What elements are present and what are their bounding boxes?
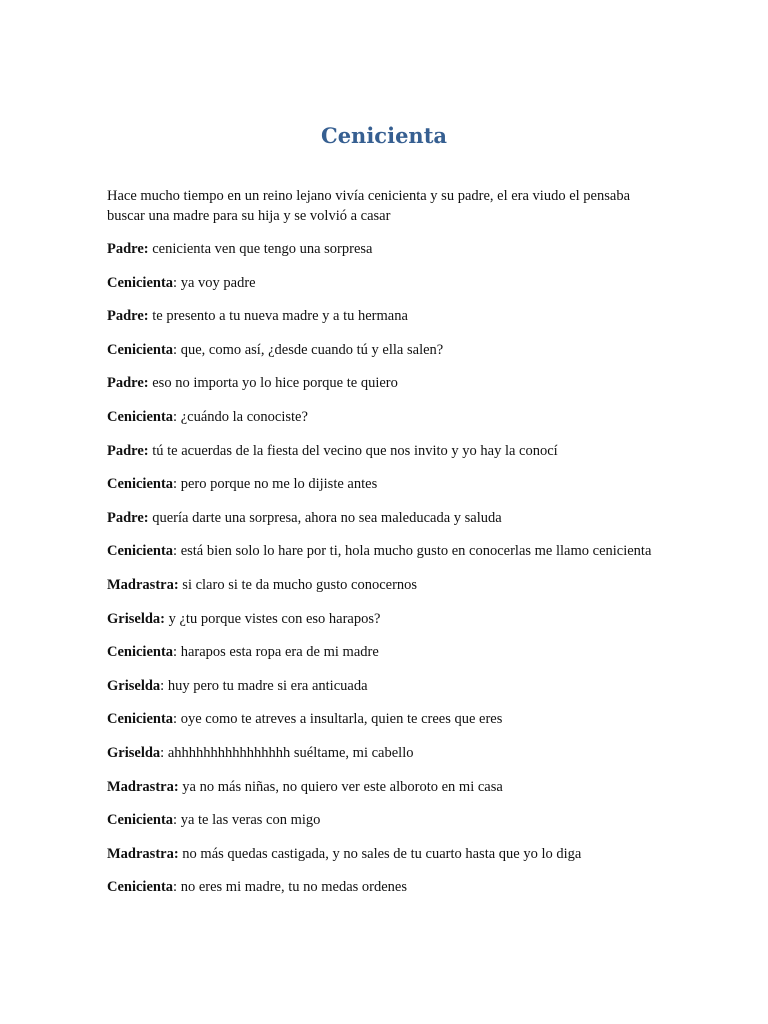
dialogue-line [107,474,667,494]
dialogue-line [107,609,667,629]
dialogue-line [107,273,667,293]
speaker-name: Griselda [107,677,161,694]
dialogue-line [107,575,667,595]
speaker-name: Cenicienta [107,408,174,425]
dialogue-text: cenicienta ven que tengo una sorpresa [148,241,373,257]
dialogue-text: : harapos esta ropa era de mi madre [173,644,379,661]
dialogue-line [107,407,667,427]
document-body [107,186,667,911]
dialogue-text: eso no importa yo lo hice porque te quiero [148,375,398,392]
speaker-name: Cenicienta [107,476,174,493]
dialogue-line [107,810,667,830]
speaker-name: Padre: [107,308,149,325]
intro-paragraph: Hace mucho tiempo en un reino lejano vivía cenicienta y su padre, el era viudo el pensaba buscar una madre para su hija y se volvió a casar [107,188,631,224]
speaker-name: Cenicienta [107,274,174,291]
dialogue-line [107,743,667,763]
dialogue-text: : está bien solo lo hare por ti, hola mucho gusto en conocerlas me llamo cenicienta [173,543,652,560]
document-title: Cenicienta [320,123,448,148]
speaker-name: Madrastra: [107,576,179,593]
dialogue-text: te presento a tu nueva madre y a tu hermana [148,308,408,325]
speaker-name: Padre: [107,509,149,526]
dialogue-line [107,239,667,259]
dialogue-text: : oye como te atreves a insultarla, quien te crees que eres [173,711,503,728]
dialogue-list [107,239,667,897]
speaker-name: Madrastra: [107,845,179,862]
speaker-name: Griselda: [107,610,165,627]
speaker-name: Cenicienta [107,341,174,358]
speaker-name: Padre: [107,241,149,257]
dialogue-text: : huy pero tu madre si era anticuada [160,677,368,694]
speaker-name: Cenicienta [107,711,174,728]
speaker-name: Cenicienta [107,543,174,560]
speaker-name: Padre: [107,442,149,459]
dialogue-text: : ¿cuándo la conociste? [173,408,308,425]
speaker-name: Padre: [107,375,149,392]
dialogue-text: : que, como así, ¿desde cuando tú y ella salen? [173,341,444,358]
dialogue-line [107,642,667,662]
dialogue-line [107,508,667,528]
dialogue-text: tú te acuerdas de la fiesta del vecino que nos invito y yo hay la conocí [148,442,558,459]
dialogue-text: ya no más niñas, no quiero ver este alboroto en mi casa [178,778,503,795]
dialogue-line [107,441,667,461]
dialogue-text: : no eres mi madre, tu no medas ordenes [173,879,407,896]
dialogue-text: : ya voy padre [173,274,256,291]
speaker-name: Cenicienta [107,879,174,896]
speaker-name: Madrastra: [107,778,179,795]
dialogue-text: : ya te las veras con migo [173,812,321,829]
dialogue-line [107,340,667,360]
dialogue-text: no más quedas castigada, y no sales de tu cuarto hasta que yo lo diga [178,845,582,862]
dialogue-text: : ahhhhhhhhhhhhhhhh suéltame, mi cabello [160,744,414,761]
dialogue-line [107,877,667,897]
dialogue-text: si claro si te da mucho gusto conocernos [178,576,418,593]
dialogue-line [107,306,667,326]
dialogue-line [107,709,667,729]
speaker-name: Cenicienta [107,812,174,829]
speaker-name: Cenicienta [107,644,174,661]
dialogue-line [107,844,667,864]
dialogue-text: quería darte una sorpresa, ahora no sea maleducada y saluda [148,509,502,526]
dialogue-line [107,373,667,393]
dialogue-text: : pero porque no me lo dijiste antes [173,476,378,493]
dialogue-line [107,541,667,561]
dialogue-line [107,777,667,797]
dialogue-line [107,676,667,696]
speaker-name: Griselda [107,744,161,761]
dialogue-text: y ¿tu porque vistes con eso harapos? [165,610,381,627]
